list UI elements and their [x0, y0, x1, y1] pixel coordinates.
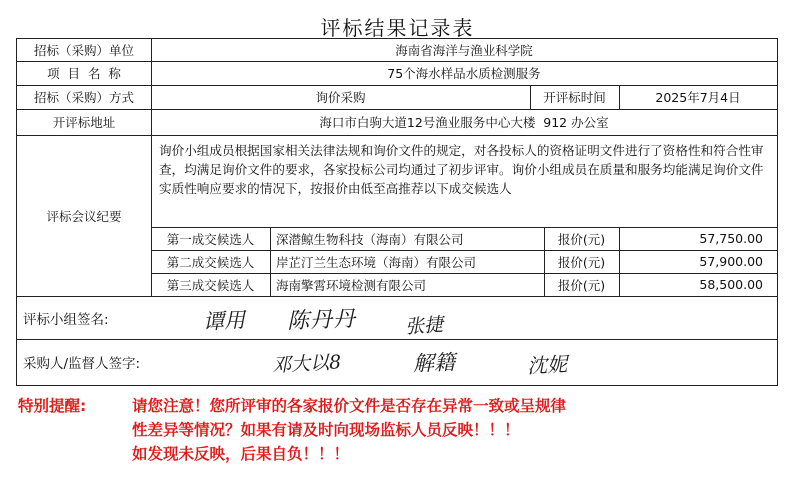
result-form — [16, 38, 778, 386]
unit-label: 招标（采购）单位 — [33, 43, 134, 58]
open-time-value: 2025年7月4日 — [655, 90, 741, 105]
candidate-price: 57,900.00 — [699, 254, 763, 269]
candidate-rank: 第一成交候选人 — [166, 231, 255, 247]
candidate-company: 岸芷汀兰生态环境（海南）有限公司 — [276, 254, 477, 270]
candidate-rank: 第三成交候选人 — [166, 277, 255, 293]
panel-signature: 谭用 — [202, 307, 246, 335]
candidate-price-label: 报价(元) — [557, 231, 606, 247]
panel-signature: 张捷 — [404, 313, 444, 339]
unit-value: 海南省海洋与渔业科学院 — [395, 43, 533, 58]
meeting-label: 评标会议纪要 — [46, 208, 122, 224]
notice-line: 请您注意！您所评审的各家报价文件是否存在异常一致或呈规律 — [132, 397, 567, 415]
candidate-price-label: 报价(元) — [557, 254, 606, 270]
notice-line: 如发现未反映，后果自负！！！ — [132, 445, 350, 463]
notice-line: 性差异等情况？如果有请及时向现场监标人员反映！！！ — [132, 421, 520, 439]
method-label: 招标（采购）方式 — [33, 90, 134, 105]
candidate-company: 海南擎霄环境检测有限公司 — [276, 277, 427, 293]
open-time-label: 开评标时间 — [543, 90, 606, 105]
project-value: 75个海水样品水质检测服务 — [387, 66, 541, 81]
candidate-price-label: 报价(元) — [557, 277, 606, 293]
project-label: 项 目 名 称 — [47, 66, 121, 81]
candidate-company: 深潜鲸生物科技（海南）有限公司 — [276, 231, 464, 247]
candidate-price: 57,750.00 — [699, 231, 763, 246]
location-value: 海口市白驹大道12号渔业服务中心大楼 912 办公室 — [319, 115, 609, 130]
method-value: 询价采购 — [315, 90, 366, 105]
panel-signature-label: 评标小组签名: — [23, 311, 109, 328]
panel-signature: 陈丹丹 — [286, 306, 357, 335]
candidate-rank: 第二成交候选人 — [166, 254, 255, 270]
supervisor-signature: 解籍 — [412, 350, 456, 376]
location-label: 开评标地址 — [52, 115, 116, 130]
notice-prefix: 特别提醒: — [18, 397, 87, 415]
supervisor-signature: 邓大以8 — [271, 351, 342, 377]
page-title: 评标结果记录表 — [320, 16, 475, 40]
supervisor-signature-label: 采购人/监督人签字: — [23, 356, 141, 372]
candidate-price: 58,500.00 — [699, 277, 763, 292]
supervisor-signature: 沈妮 — [526, 351, 568, 379]
meeting-summary: 询价小组成员根据国家相关法律法规和询价文件的规定，对各投标人的资格证明文件进行了资格性和符合性审查，均满足询价文件的要求，各家投标公司均通过了初步评审。询价小组成员在质量和服务均能满足询价文件实质性响应要求的情况下，按报价由低至高推荐以下成交候选人 — [159, 143, 764, 196]
